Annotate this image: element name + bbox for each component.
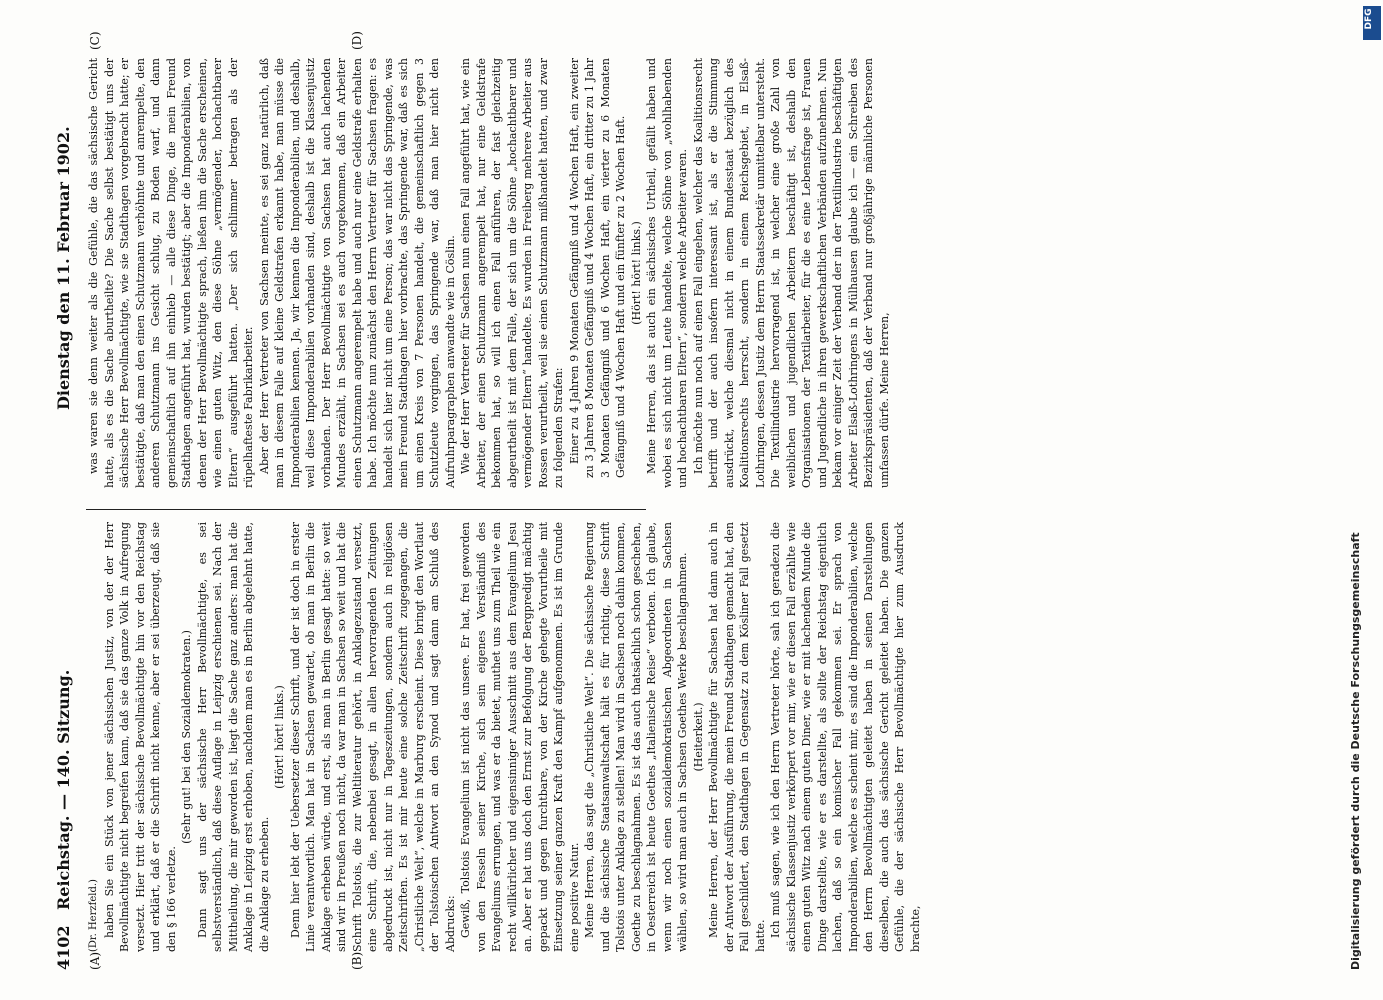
paragraph: Meine Herren, das sagt die „Christliche Welt“. Die sächsische Regierung und die sächsische Staatsanwaltschaft hält es für richtig, diese Schrift Tolstois unter Anklage zu stellen! Man wird in Sachsen noch dahin kommen, Goethe zu beschlagnahmen. Es ist das auch thatsächlich schon geschehen, in Oesterreich ist heute Goethes „Italienische Reise“ verboten. Ich glaube, wenn wir noch einen sozialdemokratischen Abgeordneten in Sachsen wählen, so wird man auch in Sachsen Goethes Werke beschlagnahmen.: [583, 522, 689, 952]
interjection: (Hört! hört! links.): [273, 685, 286, 789]
paragraph: Dann sagt uns der sächsische Herr Bevollmächtigte, es sei selbstverständlich, daß diese Auflage in Leipzig erschienen sei. Nach der Mittheilung, die mir geworden ist, liegt die Sache ganz anders: man hat die Anklage in Leipzig erst erhoben, nachdem man es in Berlin abgelehnt hatte, die Anklage zu erheben.: [195, 522, 271, 952]
paragraph: Denn hier lebt der Uebersetzer dieser Schrift, und der ist doch in erster Linie verantwortlich. Man hat in Sachsen gewartet, ob man in Berlin die Anklage erheben würde, und erst, als man in Berlin gesagt hatte: so weit sind wir in Preußen noch nicht, da war man in Sachsen so weit und hat die Schrift Tolstois, die zur Weltliteratur gehört, in Anklagezustand versetzt, eine Schrift, die, nebenbei gesagt, in allen hervorragenden Zeitungen abgedruckt ist, nicht nur in Tageszeitungen, sondern auch in religiösen Zeitschriften. Es ist mir heute eine solche Zeitschrift zugegangen, die „Christliche Welt“, welche in Marburg erscheint. Diese bringt den Wortlaut der Tolstoischen Antwort an den Synod und sagt dann am Schluß des Abdrucks:: [288, 522, 457, 952]
interjection: (Hört! hört! links.): [629, 221, 643, 325]
paragraph: Aber der Herr Vertreter von Sachsen meinte, es sei ganz natürlich, daß man in diesem Falle auf kleine Geldstrafen erkannt habe, man müsse die Imponderabilien kennen. Ja, wir kennen die Imponderabilien, und deshalb, weil diese Imponderabilien vorhanden sind, deshalb ist die Klassenjustiz vorhanden. Der Herr Bevollmächtigte von Sachsen hat auch lachenden Mundes erzählt, in Sachsen sei es auch vorgekommen, daß ein Arbeiter einen Schutzmann angerempelt habe und auch nur eine Geldstrafe erhalten habe. Ich möchte nun zunächst den Herrn Vertreter für Sachsen fragen: es handelt sich hier nicht um eine Person; das war nicht das Springende, was mein Freund Stadthagen hier vorbrachte, das Springende war, daß es sich um einen Kreis von 7 Personen handelt, die gemeinschaftlich gegen 3 Schutzleute vorgingen, das Springende war, daß man hier nicht den Aufruhrparagraphen anwandte wie in Cöslin.: [257, 58, 457, 488]
dfg-logo: [1363, 6, 1381, 40]
logo-text: DFG: [1364, 8, 1374, 30]
interjection: (Heiterkeit.): [691, 702, 705, 772]
speaker-label: (Dr. Herzfeld.): [88, 879, 99, 952]
quotation: Gewiß, Tolstois Evangelium ist nicht das unsere. Er hat, frei geworden von den Fesseln seiner Kirche, sich sein eigenes Verständniß des Evangeliums errungen, und was er da bietet, muthet uns zum Theil wie ein recht willkürlicher und eigensinniger Ausschnitt aus dem Evangelium Jesu an. Aber er hat uns doch den Ernst zur Befolgung der Bergpredigt mächtig gepackt und gegen furchtbare, von der Kirche gehegte Vorurtheile mit Einsetzung seiner ganzen Kraft den Kampf aufgenommen. Es ist im Grunde eine positive Natur.: [459, 522, 581, 952]
margin-marker-b: (B): [350, 951, 364, 970]
paragraph: was waren sie denn weiter als die Gefühle, die das sächsische Gericht hatte, als es die Sache aburtheilte? Die Sache selbst bestätigt uns der sächsische Herr Bevollmächtigte, wie sie Stadthagen vorgebracht hatte; er bestätigte, daß man den einen Schutzmann verhöhnte und anrempelte, den anderen Schutzmann ins Gesicht schlug, zu Boden warf, und dann gemeinschaftlich auf ihn einhieb — alle diese Dinge, die mein Freund Stadthagen angeführt hat, wurden bestätigt; aber die Imponderabilien, von denen der Herr Bevollmächtigte sprach, ließen ihm die Sache erscheinen, wie einen guten Witz, den diese Söhne „vermögender, hochachtbarer Eltern“ ausgeführt hatten. „Der sich schlimmer betragen als der rüpelhafteste Fabrikarbeiter.: [87, 58, 255, 488]
paragraph: haben Sie ein Stück von jener sächsischen Justiz, von der der Herr Bevollmächtigte nicht begreifen kann, daß sie das ganze Volk in Aufregung versetzt. Hier tritt der sächsische Bevollmächtigte hin vor den Reichstag und erklärt, daß er die Schrift nicht kenne, aber er sei überzeugt, daß sie den § 166 verletze.: [102, 522, 178, 952]
paragraph: Meine Herren, das ist auch ein sächsisches Urtheil, gefällt haben und wobei es sich nicht um Leute handelte, welche Söhne von „wohlhabenden und hochachtbaren Eltern“, sondern welche Arbeiter waren.: [645, 58, 689, 488]
page-number: 4102: [54, 925, 73, 970]
page-header: [50, 40, 78, 970]
rotated-page-content: [50, 31, 1310, 970]
left-column: [86, 522, 922, 952]
paragraph: Wie der Herr Vertreter für Sachsen nun einen Fall angeführt hat, wie ein Arbeiter, der einen Schutzmann angerempelt hat, nur eine Geldstrafe bekommen hat, so will ich einen Fall anführen, der fast gleichzeitig abgeurtheilt ist mit dem Falle, der sich um die Söhne „hochachtbarer und vermögender Eltern“ handelte. Es wurden in Freiberg mehrere Arbeiter aus Rossen verurtheilt, weil sie einen Schutzmann mißhandelt hatten, und zwar zu folgenden Strafen:: [459, 58, 565, 488]
paragraph: Meine Herren, der Herr Bevollmächtigte für Sachsen hat dann auch in der Antwort der Ausführung, die mein Freund Stadthagen gemacht hat, den Fall geschildert, den Stadthagen in Gegensatz zu dem Kösliner Fall gesetzt hatte.: [707, 522, 767, 952]
session-date: Dienstag den 11. Februar 1902.: [54, 126, 73, 410]
credit-text: Digitalisierung gefördert durch die Deutsche Forschungsgemeinschaft: [1349, 532, 1362, 970]
column-divider: [86, 509, 646, 510]
interjection: (Sehr gut! bei den Sozialdemokraten.): [180, 630, 193, 844]
paragraph: Ich muß sagen, wie ich den Herrn Vertreter hörte, sah ich geradezu die sächsische Klassenjustiz verkörpert vor mir, wie er diesen Fall erzählte wie einen guten Witz nach einem guten Diner, wie er mit lachendem Munde die Dinge darstellte, wie er es darstellte, als sollte der Reichstag eigentlich lachen, daß so ein komischer Fall gekommen sei. Er sprach von Imponderabilien, welche es scheint mir, es sind die Imponderabilien, welche den Herrn Bevollmächtigten geleitet haben in seinen Darstellungen dieselben, die auch das sächsische Gericht geleitet haben. Die ganzen Gefühle, die der sächsische Herr Bevollmächtigte hier zum Ausdruck brachte,: [769, 522, 922, 952]
right-column: [86, 58, 891, 488]
sentence-list: Einer zu 4 Jahren 9 Monaten Gefängniß und 4 Wochen Haft, ein zweiter zu 3 Jahren 8 Monaten Gefängniß und 4 Wochen Haft, ein dritter zu 1 Jahr 3 Monaten Gefängniß und 6 Wochen Haft, ein vierter zu 6 Monaten Gefängniß und 4 Wochen Haft und ein fünfter zu 2 Wochen Haft.: [567, 58, 627, 478]
margin-marker-c: (C): [88, 31, 102, 50]
margin-marker-a: (A): [88, 951, 102, 970]
digitization-credit: [1349, 30, 1379, 970]
margin-marker-d: (D): [350, 31, 364, 50]
paragraph: Ich möchte nun noch auf einen Fall eingehen, welcher das Koalitionsrecht betrifft und der auch insofern interessant ist, als er die Stimmung ausdrückt, welche diesmal nicht in einem Bundesstaat bezüglich des Koalitionsrechts herrscht, sondern in einem Reichsgebiet, in Elsaß-Lothringen, dessen Justiz dem Herrn Staatssekretär unmittelbar untersteht. Die Textilindustrie hervorragend ist, in welcher eine große Zahl von weiblichen und jugendlichen Arbeitern beschäftigt ist, deshalb den Organisationen der Textilarbeiter, für die es eine Lebensfrage ist, Frauen und Jugendliche in ihren gewerkschaftlichen Verbänden aufzunehmen. Nun bekam vor einiger Zeit der Verband der in der Textilindustrie beschäftigten Arbeiter Elsaß-Lothringens in Mülhausen glaube ich — ein Schreiben des Bezirkspräsidenten, daß der Verband nur großjährige männliche Personen umfassen dürfe. Meine Herren,: [691, 58, 891, 488]
page-title: Reichstag. — 140. Sitzung.: [54, 669, 73, 910]
